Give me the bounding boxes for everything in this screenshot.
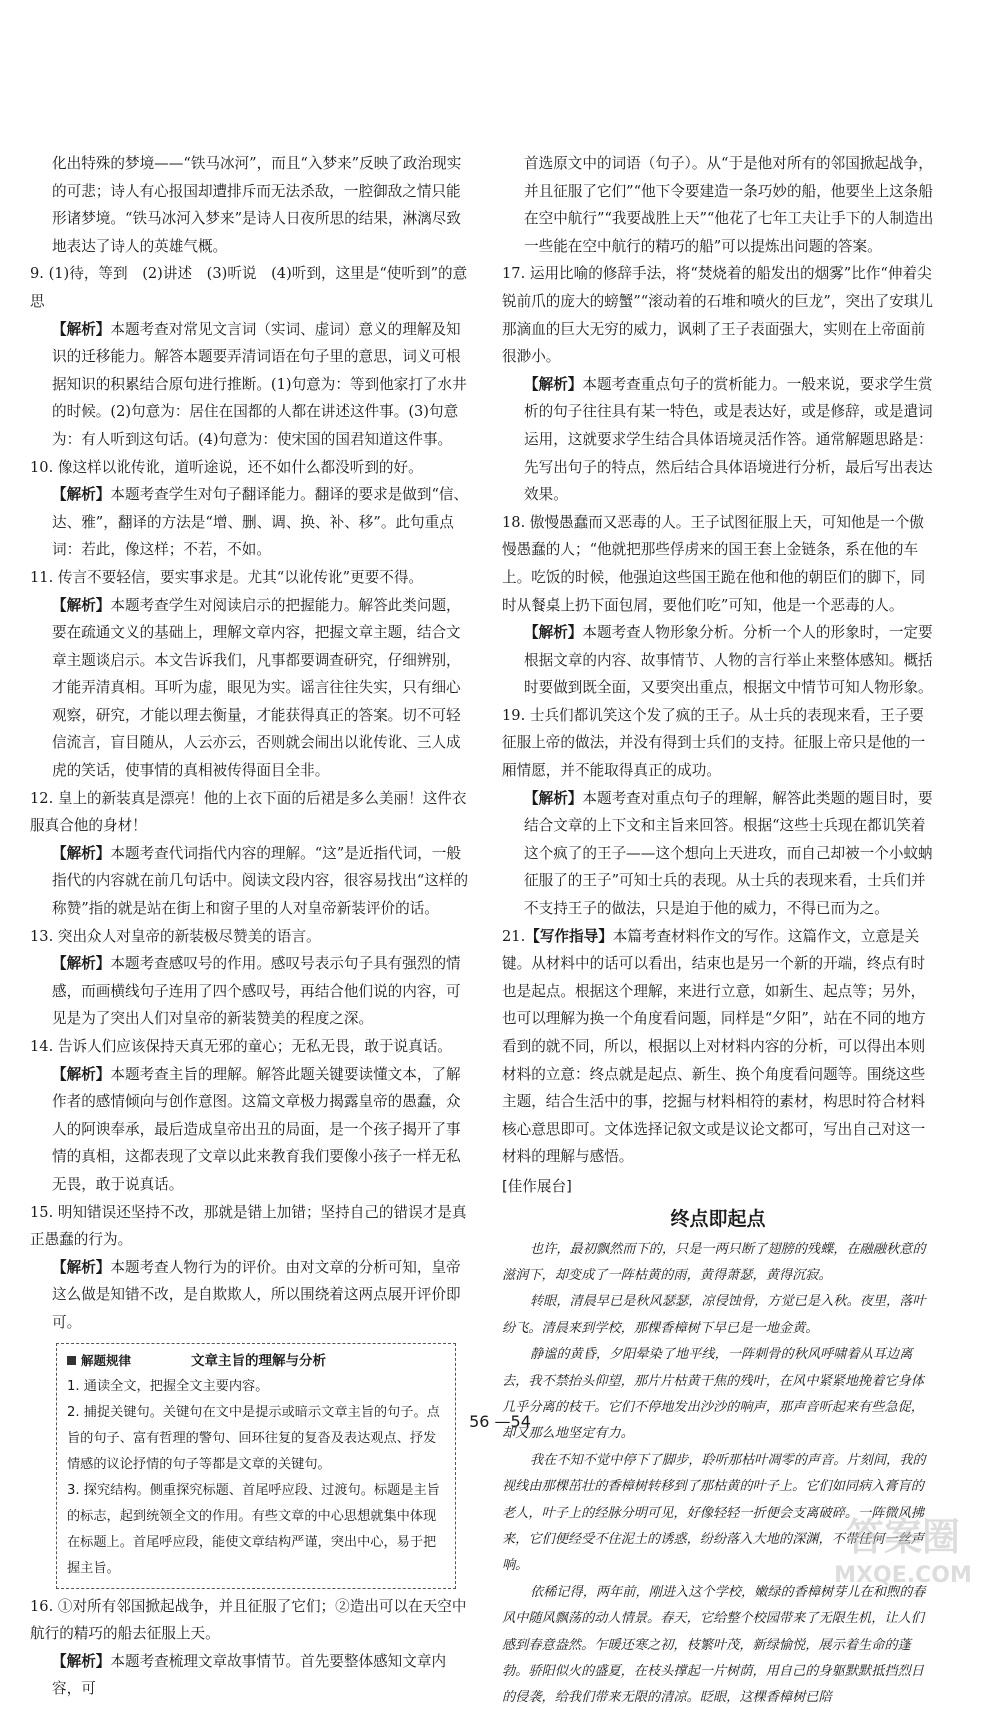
- paragraph: 首选原文中的词语（句子）。从“于是他对所有的邻国掀起战争，并且征服了它们”“他下令要建造一条巧妙的船，他要坐上这条船在空中航行”“我要战胜上天”“他花了七年工夫让手下的人制造出一些能在空中航行的精巧的船”可以提炼出问题的答案。: [524, 155, 934, 255]
- analysis-10: [30, 481, 470, 564]
- tips-box-label: 解题规律: [81, 1352, 132, 1368]
- analysis-15: [30, 1254, 470, 1337]
- question-number: 21.: [502, 927, 526, 945]
- analysis-13: [30, 950, 470, 1033]
- analysis-14: [30, 1061, 470, 1199]
- analysis-18: [502, 619, 934, 702]
- analysis-tag: 【解析】: [52, 486, 111, 504]
- analysis-text: 本题考查重点句子的赏析能力。一般来说，要求学生赏析的句子往往具有某一特色，或是表达好，或是修辞，或是遣词运用，这就要求学生结合具体语境灵活作答。通常解题思路是：先写出句子的特点，然后结合具体语境进行分析，最后写出表达效果。: [524, 375, 933, 504]
- writing-guide-tag: 【写作指导】: [525, 927, 613, 945]
- essay-paragraph: 转眼，清晨早已是秋风瑟瑟，凉侵蚀骨，方觉已是入秋。夜里，落叶纷飞。清晨来到学校，那棵香樟树下早已是一地金黄。: [502, 1294, 926, 1336]
- analysis-tag: 【解析】: [52, 955, 111, 973]
- analysis-text: 本题考查感叹号的作用。感叹号表示句子具有强烈的情感，而画横线句子连用了四个感叹号，再结合他们说的内容，可见是为了突出人们对皇帝的新装赞美的程度之深。: [52, 955, 461, 1028]
- analysis-tag: 【解析】: [52, 1652, 111, 1670]
- essay-paragraph: 依稀记得，两年前，刚进入这个学校，嫩绿的香樟树芽儿在和煦的春风中随风飘荡的动人情景。春天，它给整个校园带来了无限生机，让人们感到春意盎然。乍暖还寒之初，枝繁叶茂，新绿愉悦，展示着生命的蓬勃。骄阳似火的盛夏，在枝头撑起一片树荫，用自己的身躯默默抵挡烈日的侵袭，给我们带来无限的清凉。眨眼，这棵香樟树已陪: [502, 1584, 926, 1706]
- section-label: [佳作展台]: [502, 1177, 572, 1195]
- analysis-16: [30, 1648, 470, 1703]
- tips-box: [56, 1343, 456, 1589]
- tips-box-header: [67, 1348, 445, 1374]
- answer-17: 17. 运用比喻的修辞手法，将“焚烧着的船发出的烟雾”比作“伸着尖锐前爪的庞大的螃蟹”“滚动着的石堆和喷火的巨龙”，突出了安琪儿那滴血的巨大无穷的威力，讽刺了王子表面强大，实则在上帝面前很渺小。: [502, 265, 934, 366]
- essay-title: 终点即起点: [670, 1207, 766, 1230]
- tips-line: 1. 通读全文，把握全文主要内容。: [67, 1378, 269, 1394]
- essay-paragraph: 静谧的黄昏，夕阳晕染了地平线，一阵刺骨的秋风呼啸着从耳边离去，我不禁抬头仰望，那片片枯黄干焦的残叶，在风中紧紧地挽着它身体几乎分离的枝干。它们不停地发出沙沙的响声，那声音听起来有些急促，却又那么地坚定有力。: [502, 1347, 924, 1442]
- page-number: 56 —54: [469, 1412, 531, 1431]
- analysis-text: 本题考查对重点句子的理解，解答此类题的题目时，要结合文章的上下文和主旨来回答。根据“这些士兵现在都讥笑着这个疯了的王子——这个想向上天进攻，而自己却被一个小蚊蚋征服了的王子”可知士兵的表现。从士兵的表现来看，士兵们并不支持王子的做法，只是迫于他的威力，不得已而为之。: [524, 789, 933, 918]
- answer-19: 19. 士兵们都讥笑这个发了疯的王子。从士兵的表现来看，王子要征服上帝的做法，并没有得到士兵们的支持。征服上帝只是他的一厢情愿，并不能取得真正的成功。: [502, 706, 926, 780]
- square-bullet-icon: [67, 1356, 76, 1365]
- answer-16: 16. ①对所有邻国掀起战争，并且征服了它们；②造出可以在天空中航行的精巧的船去征服上天。: [30, 1597, 467, 1643]
- answer-15: 15. 明知错误还坚持不改，那就是错上加错；坚持自己的错误才是真正愚蠢的行为。: [30, 1203, 467, 1249]
- analysis-tag: 【解析】: [524, 375, 583, 393]
- essay-paragraph: 我在不知不觉中停下了脚步，聆听那枯叶凋零的声音。片刻间，我的视线由那棵茁壮的香樟树转移到了那枯黄的叶子上。它们如同病入膏肓的老人，叶子上的经脉分明可见，好像轻轻一折便会支离破碎。一阵微风拂来，它们便经受不住泥土的诱惑，纷纷落入大地的深渊，不带任何一丝声响。: [502, 1452, 926, 1574]
- analysis-11: [30, 592, 470, 785]
- analysis-19: [502, 785, 934, 923]
- tips-box-title: 文章主旨的理解与分析: [191, 1352, 327, 1369]
- analysis-text: 本题考查人物形象分析。分析一个人的形象时，一定要根据文章的内容、故事情节、人物的言行举止来整体感知。概括时要做到既全面，又要突出重点，根据文中情节可知人物形象。: [524, 624, 933, 697]
- tips-line: 2. 捕捉关键句。关键句在文中是提示或暗示文章主旨的句子。点旨的句子、富有哲理的警句、回环往复的复沓及表达观点、抒发情感的议论抒情的句子等都是文章的关键句。: [67, 1404, 440, 1472]
- analysis-tag: 【解析】: [52, 1258, 111, 1276]
- analysis-text: 本题考查学生对句子翻译能力。翻译的要求是做到“信、达、雅”，翻译的方法是“增、删、调、换、补、移”。此句重点词：若此，像这样；不若，不如。: [52, 486, 469, 559]
- answer-11: 11. 传言不要轻信，要实事求是。尤其“以讹传讹”更要不得。: [30, 568, 424, 586]
- answer-12: 12. 皇上的新装真是漂亮！他的上衣下面的后裙是多么美丽！这件衣服真合他的身材！: [30, 789, 467, 835]
- watermark-text: 答案圈: [845, 1515, 961, 1559]
- analysis-tag: 【解析】: [52, 596, 111, 614]
- watermark-url: MXQE.COM: [834, 1563, 972, 1588]
- right-column: [502, 150, 934, 1712]
- essay-paragraph: 也许，最初飘然而下的，只是一两只断了翅膀的残蝶，在融融秋意的滋润下，却变成了一阵枯黄的雨，黄得萧瑟，黄得沉寂。: [502, 1241, 926, 1283]
- analysis-17: [502, 371, 934, 509]
- answer-18: 18. 傲慢愚蠢而又恶毒的人。王子试图征服上天，可知他是一个傲慢愚蠢的人；“他就把那些俘虏来的国王套上金链条，系在他的车上。吃饭的时候，他强迫这些国王跪在他和他的朝臣们的脚下，同时从餐桌上扔下面包屑，要他们吃”可知，他是一个恶毒的人。: [502, 513, 926, 614]
- analysis-text: 本题考查代词指代内容的理解。“这”是近指代词，一般指代的内容就在前几句话中。阅读文段内容，很容易找出“这样的称赞”指的就是站在街上和窗子里的人对皇帝新装评价的话。: [52, 844, 469, 918]
- paragraph: 化出特殊的梦境——“铁马冰河”，而且“入梦来”反映了政治现实的可悲；诗人有心报国却遭排斥而无法杀敌，一腔御敌之情只能形诸梦境。“铁马冰河入梦来”是诗人日夜所思的结果，淋漓尽致地表达了诗人的英雄气概。: [52, 155, 462, 255]
- essay-body: [502, 1237, 934, 1712]
- tips-line: 3. 探究结构。侧重探究标题、首尾呼应段、过渡句。标题是主旨的标志，起到统领全文的作用。有些文章的中心思想就集中体现在标题上。首尾呼应段，能使文章结构严谨，突出中心，易于把握主旨。: [67, 1482, 440, 1576]
- analysis-9: [30, 316, 470, 454]
- analysis-tag: 【解析】: [52, 320, 111, 338]
- left-column: [30, 150, 470, 1703]
- site-watermark-logo: [818, 1508, 988, 1590]
- answer-13: 13. 突出众人对皇帝的新装极尽赞美的语言。: [30, 927, 321, 945]
- analysis-text: 本题考查人物行为的评价。由对文章的分析可知，皇帝这么做是知错不改，是自欺欺人，所以围绕着这两点展开评价即可。: [52, 1258, 461, 1331]
- analysis-text: 本题考查主旨的理解。解答此题关键要读懂文本，了解作者的感情倾向与创作意图。这篇文章极力揭露皇帝的愚蠢，众人的阿谀奉承，最后造成皇帝出丑的局面，是一个孩子揭开了事情的真相，这都表现了文章以此来教育我们要像小孩子一样无私无畏，敢于说真话。: [52, 1065, 461, 1193]
- analysis-12: [30, 840, 470, 923]
- answer-10: 10. 像这样以讹传讹，道听途说，还不如什么都没听到的好。: [30, 458, 423, 476]
- answer-21: [502, 923, 934, 1171]
- analysis-tag: 【解析】: [524, 624, 583, 642]
- analysis-tag: 【解析】: [52, 844, 111, 862]
- analysis-tag: 【解析】: [52, 1065, 111, 1083]
- analysis-text: 本题考查学生对阅读启示的把握能力。解答此类问题，要在疏通文义的基础上，理解文章内容，把握文章主题，结合文章主题谈启示。本文告诉我们，凡事都要调查研究，仔细辨别，才能弄清真相。耳听为虚，眼见为实。谣言往往失实，只有细心观察，研究，才能以理去衡量，才能获得真正的答案。切不可轻信流言，盲目随从，人云亦云，否则就会闹出以讹传讹、三人成虎的笑话，使事情的真相被传得面目全非。: [52, 596, 461, 780]
- writing-guide-text: 本篇考查材料作文的写作。这篇作文，立意是关键。从材料中的话可以看出，结束也是另一个新的开端，终点有时也是起点。根据这个理解，来进行立意，如新生、起点等；另外，也可以理解为换一个角度看问题，同样是“夕阳”，站在不同的地方看到的就不同，所以，根据以上对材料内容的分析，可以得出本则材料的立意：终点就是起点、新生、换个角度看问题等。围绕这些主题，结合生活中的事，挖掘与材料相符的素材，构思时符合材料核心意思即可。文体选择记叙文或是议论文都可，写出自己对这一材料的理解与感悟。: [502, 927, 926, 1166]
- analysis-text: 本题考查对常见文言词（实词、虚词）意义的理解及知识的迁移能力。解答本题要弄清词语在句子里的意思，词义可根据知识的积累结合原句进行推断。(1)句意为：等到他家打了水井的时候。(2)句意为：居住在国都的人都在讲述这件事。(3)句意为：有人听到这句话。(4)句意为：使宋国的国君知道这件事。: [52, 320, 467, 448]
- answer-14: 14. 告诉人们应该保持天真无邪的童心；无私无畏，敢于说真话。: [30, 1038, 452, 1055]
- analysis-text: 本题考查梳理文章故事情节。首先要整体感知文章内容，可: [52, 1652, 447, 1698]
- analysis-tag: 【解析】: [524, 789, 583, 807]
- answer-9: 9. (1)待，等到 (2)讲述 (3)听说 (4)听到，这里是“使听到”的意思: [30, 265, 468, 310]
